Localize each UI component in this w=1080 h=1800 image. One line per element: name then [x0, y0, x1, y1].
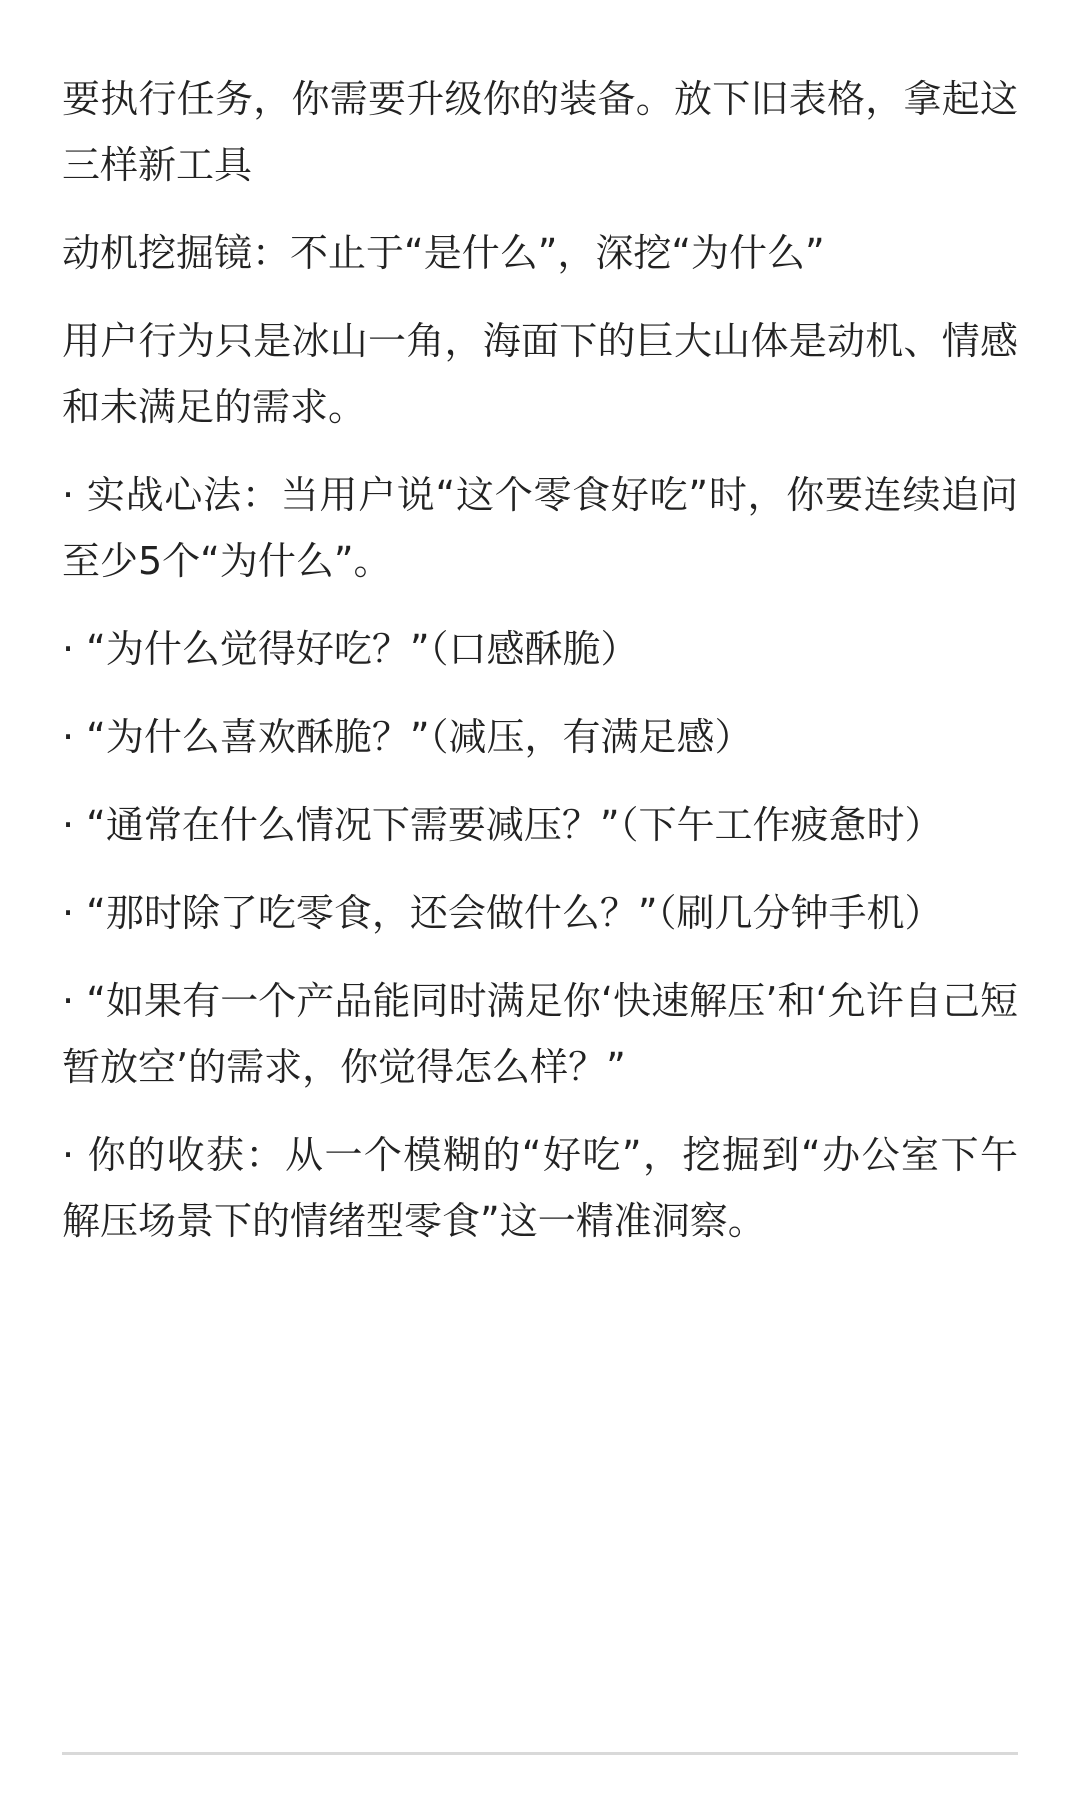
bullet-question-3: · “通常在什么情况下需要减压？”（下午工作疲惫时）	[62, 803, 943, 847]
bullet-question-4: · “那时除了吃零食，还会做什么？”（刷几分钟手机）	[62, 891, 943, 935]
bullet-question-1: · “为什么觉得好吃？”（口感酥脆）	[62, 627, 639, 671]
bullet-question-2: · “为什么喜欢酥脆？”（减压，有满足感）	[62, 715, 753, 759]
article-body	[62, 66, 1018, 1276]
body-paragraph: 用户行为只是冰山一角，海面下的巨大山体是动机、情感和未满足的需求。	[62, 319, 1018, 429]
section-heading: 动机挖掘镜：不止于“是什么”，深挖“为什么”	[62, 231, 825, 275]
intro-paragraph: 要执行任务，你需要升级你的装备。放下旧表格，拿起这三样新工具	[62, 77, 1018, 187]
bullet-question-5: · “如果有一个产品能同时满足你‘快速解压’和‘允许自己短暂放空’的需求，你觉得怎么样？”	[62, 979, 1018, 1089]
bullet-takeaway: · 你的收获：从一个模糊的“好吃”，挖掘到“办公室下午解压场景下的情绪型零食”这一精准洞察。	[62, 1133, 1018, 1243]
bullet-practice-method: · 实战心法：当用户说“这个零食好吃”时，你要连续追问至少5个“为什么”。	[62, 473, 1018, 583]
bottom-divider	[62, 1752, 1018, 1755]
